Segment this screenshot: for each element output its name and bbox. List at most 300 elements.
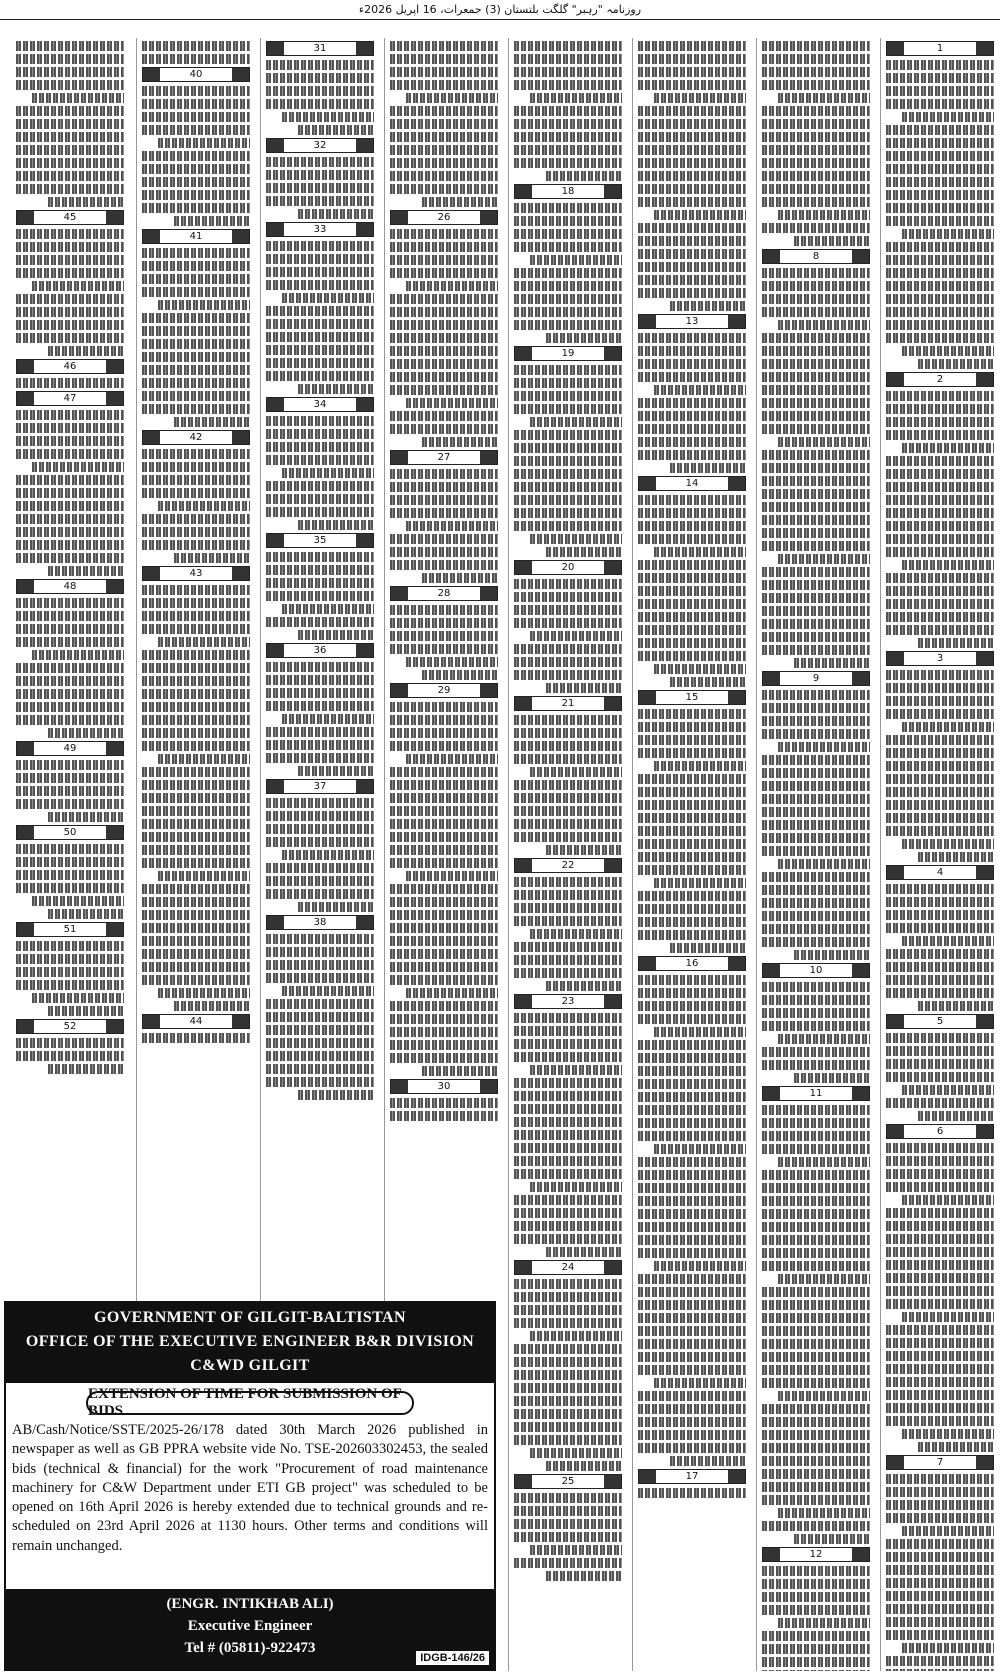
urdu-text-line — [266, 60, 374, 70]
section-number-header — [390, 586, 498, 601]
urdu-text-line — [886, 1338, 994, 1348]
urdu-text-line — [390, 910, 498, 920]
section-number-header — [514, 994, 622, 1009]
urdu-text-line — [142, 462, 250, 472]
urdu-text-line — [778, 742, 870, 752]
urdu-text-line — [886, 417, 994, 427]
urdu-text-line — [266, 345, 374, 355]
urdu-text-line — [514, 968, 622, 978]
urdu-text-line — [514, 1117, 622, 1127]
section-number-header — [16, 825, 124, 840]
urdu-text-line — [886, 988, 994, 998]
urdu-text-line — [142, 767, 250, 777]
section-number-header — [514, 1260, 622, 1275]
urdu-text-line — [778, 1618, 870, 1628]
notice-header — [6, 1303, 494, 1383]
urdu-text-line — [902, 1643, 994, 1653]
section-number-header — [886, 1124, 994, 1139]
urdu-text-line — [886, 612, 994, 622]
urdu-text-line — [638, 852, 746, 862]
urdu-text-line — [530, 1448, 622, 1458]
urdu-text-line — [514, 80, 622, 90]
urdu-text-line — [142, 780, 250, 790]
urdu-text-line — [638, 521, 746, 531]
urdu-text-line — [638, 651, 746, 661]
urdu-text-line — [886, 404, 994, 414]
urdu-text-line — [390, 482, 498, 492]
urdu-text-line — [390, 793, 498, 803]
urdu-text-line — [266, 416, 374, 426]
urdu-text-line — [638, 1404, 746, 1414]
urdu-text-line — [886, 1578, 994, 1588]
urdu-text-line — [16, 145, 124, 155]
urdu-text-line — [902, 443, 994, 453]
urdu-text-line — [530, 1065, 622, 1075]
urdu-text-line — [514, 106, 622, 116]
urdu-text-line — [158, 637, 250, 647]
urdu-text-line — [142, 741, 250, 751]
urdu-text-line — [902, 722, 994, 732]
urdu-text-line — [390, 884, 498, 894]
urdu-text-line — [762, 794, 870, 804]
urdu-text-line — [390, 508, 498, 518]
urdu-text-line — [762, 223, 870, 233]
urdu-text-line — [266, 455, 374, 465]
section-number-header — [638, 314, 746, 329]
urdu-text-line — [390, 806, 498, 816]
urdu-text-line — [886, 625, 994, 635]
urdu-text-line — [390, 106, 498, 116]
urdu-text-line — [16, 158, 124, 168]
urdu-text-line — [638, 735, 746, 745]
urdu-text-line — [762, 645, 870, 655]
urdu-text-line — [762, 281, 870, 291]
urdu-text-line — [918, 359, 994, 369]
section-number-header — [390, 1079, 498, 1094]
urdu-text-line — [16, 255, 124, 265]
government-name: GOVERNMENT OF GILGIT-BALTISTAN — [94, 1309, 406, 1326]
urdu-text-line — [886, 86, 994, 96]
urdu-text-line — [390, 320, 498, 330]
urdu-text-line — [530, 93, 622, 103]
urdu-text-line — [886, 190, 994, 200]
urdu-text-line — [16, 268, 124, 278]
urdu-text-line — [32, 896, 124, 906]
urdu-text-line — [886, 586, 994, 596]
urdu-text-line — [638, 599, 746, 609]
urdu-text-line — [778, 1034, 870, 1044]
urdu-text-line — [886, 1072, 994, 1082]
urdu-text-line — [762, 385, 870, 395]
urdu-text-line — [886, 735, 994, 745]
urdu-text-line — [158, 988, 250, 998]
ad-code: IDGB-146/26 — [415, 1650, 490, 1666]
urdu-text-line — [514, 1169, 622, 1179]
urdu-text-line — [546, 547, 622, 557]
urdu-text-line — [762, 411, 870, 421]
urdu-text-line — [266, 280, 374, 290]
urdu-text-line — [762, 41, 870, 51]
urdu-text-line — [390, 897, 498, 907]
urdu-text-line — [654, 385, 746, 395]
section-number: 25 — [552, 1476, 585, 1487]
urdu-text-line — [638, 904, 746, 914]
urdu-text-line — [762, 1631, 870, 1641]
urdu-text-line — [514, 741, 622, 751]
urdu-text-line — [638, 1014, 746, 1024]
urdu-text-line — [514, 1493, 622, 1503]
urdu-text-line — [16, 967, 124, 977]
urdu-text-line — [142, 676, 250, 686]
urdu-text-line — [902, 229, 994, 239]
urdu-text-line — [158, 871, 250, 881]
urdu-text-line — [16, 786, 124, 796]
urdu-text-line — [514, 294, 622, 304]
urdu-text-line — [142, 326, 250, 336]
urdu-text-line — [266, 675, 374, 685]
urdu-text-line — [638, 1274, 746, 1284]
urdu-text-line — [514, 378, 622, 388]
urdu-text-line — [142, 624, 250, 634]
urdu-text-line — [762, 106, 870, 116]
urdu-text-line — [638, 1417, 746, 1427]
column-4 — [514, 38, 622, 1671]
urdu-text-line — [514, 216, 622, 226]
urdu-text-line — [886, 787, 994, 797]
urdu-text-line — [142, 793, 250, 803]
urdu-text-line — [16, 449, 124, 459]
urdu-text-line — [514, 1221, 622, 1231]
section-number-header — [266, 222, 374, 237]
urdu-text-line — [390, 268, 498, 278]
urdu-text-line — [638, 275, 746, 285]
section-number: 33 — [304, 224, 337, 235]
masthead: روزنامہ "رہبر" گلگت بلتستان (3) جمعرات، 16 اپریل 2026ء — [0, 0, 1000, 20]
urdu-text-line — [638, 67, 746, 77]
urdu-text-line — [638, 1118, 746, 1128]
urdu-text-line — [266, 688, 374, 698]
urdu-text-line — [654, 1027, 746, 1037]
section-number-header — [16, 922, 124, 937]
urdu-text-line — [794, 950, 870, 960]
urdu-text-line — [762, 489, 870, 499]
section-number-header — [390, 210, 498, 225]
urdu-text-line — [514, 1305, 622, 1315]
urdu-text-line — [390, 372, 498, 382]
urdu-text-line — [266, 1064, 374, 1074]
urdu-text-line — [514, 320, 622, 330]
urdu-text-line — [514, 132, 622, 142]
urdu-text-line — [902, 1085, 994, 1095]
urdu-text-line — [514, 229, 622, 239]
urdu-text-line — [886, 495, 994, 505]
urdu-text-line — [266, 662, 374, 672]
urdu-text-line — [298, 630, 374, 640]
urdu-text-line — [530, 1331, 622, 1341]
section-number-header — [886, 651, 994, 666]
section-number-header — [514, 560, 622, 575]
urdu-text-line — [390, 936, 498, 946]
urdu-text-line — [762, 1456, 870, 1466]
urdu-text-line — [762, 1008, 870, 1018]
urdu-text-line — [142, 203, 250, 213]
urdu-text-line — [638, 1209, 746, 1219]
notice-title: EXTENSION OF TIME FOR SUBMISSION OF BIDS — [86, 1391, 414, 1415]
urdu-text-line — [638, 1092, 746, 1102]
section-number-header — [886, 865, 994, 880]
urdu-text-line — [16, 702, 124, 712]
division-name: C&WD GILGIT — [190, 1357, 310, 1374]
urdu-text-line — [654, 1378, 746, 1388]
urdu-text-line — [390, 80, 498, 90]
urdu-text-line — [298, 902, 374, 912]
urdu-text-line — [16, 378, 124, 388]
urdu-text-line — [886, 482, 994, 492]
urdu-text-line — [638, 145, 746, 155]
urdu-text-line — [886, 910, 994, 920]
urdu-text-line — [886, 281, 994, 291]
urdu-text-line — [142, 897, 250, 907]
office-name: OFFICE OF THE EXECUTIVE ENGINEER B&R DIVISION — [25, 1333, 475, 1350]
office-telephone: Tel # (05811)-922473 — [184, 1640, 316, 1656]
urdu-text-line — [142, 86, 250, 96]
urdu-text-line — [282, 986, 374, 996]
urdu-text-line — [142, 261, 250, 271]
urdu-text-line — [886, 1364, 994, 1374]
urdu-text-line — [638, 1157, 746, 1167]
section-number: 2 — [927, 374, 953, 385]
urdu-text-line — [638, 722, 746, 732]
urdu-text-line — [762, 346, 870, 356]
urdu-text-line — [886, 1273, 994, 1283]
urdu-text-line — [638, 80, 746, 90]
section-number-header — [886, 372, 994, 387]
urdu-text-line — [530, 534, 622, 544]
urdu-text-line — [174, 553, 250, 563]
urdu-text-line — [762, 158, 870, 168]
urdu-text-line — [762, 768, 870, 778]
urdu-text-line — [886, 547, 994, 557]
urdu-text-line — [390, 1098, 498, 1108]
section-number: 4 — [927, 867, 953, 878]
urdu-text-line — [902, 560, 994, 570]
urdu-text-line — [16, 41, 124, 51]
urdu-text-line — [390, 41, 498, 51]
urdu-text-line — [266, 727, 374, 737]
urdu-text-line — [514, 1208, 622, 1218]
urdu-text-line — [266, 565, 374, 575]
urdu-text-line — [266, 798, 374, 808]
urdu-text-line — [886, 242, 994, 252]
urdu-text-line — [762, 171, 870, 181]
section-number-header — [266, 41, 374, 56]
urdu-text-line — [918, 1442, 994, 1452]
urdu-text-line — [16, 689, 124, 699]
urdu-text-line — [390, 949, 498, 959]
urdu-text-line — [514, 1091, 622, 1101]
urdu-text-line — [886, 1182, 994, 1192]
urdu-text-line — [514, 482, 622, 492]
section-number-header — [266, 643, 374, 658]
urdu-text-line — [422, 573, 498, 583]
urdu-text-line — [762, 1482, 870, 1492]
urdu-text-line — [514, 1383, 622, 1393]
urdu-text-line — [514, 728, 622, 738]
urdu-text-line — [762, 541, 870, 551]
section-number: 40 — [180, 69, 213, 80]
urdu-text-line — [32, 281, 124, 291]
urdu-text-line — [886, 1416, 994, 1426]
urdu-text-line — [266, 332, 374, 342]
urdu-text-line — [762, 937, 870, 947]
section-number-header — [762, 1547, 870, 1562]
urdu-text-line — [390, 728, 498, 738]
urdu-text-line — [266, 73, 374, 83]
urdu-text-line — [142, 112, 250, 122]
urdu-text-line — [886, 1669, 994, 1671]
urdu-text-line — [762, 184, 870, 194]
section-number: 30 — [428, 1081, 461, 1092]
urdu-text-line — [406, 988, 498, 998]
urdu-text-line — [762, 1339, 870, 1349]
urdu-text-line — [390, 495, 498, 505]
urdu-text-line — [886, 294, 994, 304]
urdu-text-line — [654, 761, 746, 771]
urdu-text-line — [546, 845, 622, 855]
urdu-text-line — [16, 307, 124, 317]
urdu-text-line — [282, 604, 374, 614]
urdu-text-line — [638, 612, 746, 622]
urdu-text-line — [530, 1182, 622, 1192]
urdu-text-line — [142, 845, 250, 855]
urdu-text-line — [886, 1377, 994, 1387]
urdu-text-line — [16, 676, 124, 686]
section-number-header — [390, 683, 498, 698]
section-number-header — [16, 391, 124, 406]
urdu-text-line — [886, 1247, 994, 1257]
urdu-text-line — [886, 255, 994, 265]
section-number: 36 — [304, 645, 337, 656]
urdu-text-line — [902, 1195, 994, 1205]
urdu-text-line — [886, 826, 994, 836]
urdu-text-line — [266, 701, 374, 711]
urdu-text-line — [16, 715, 124, 725]
urdu-text-line — [266, 267, 374, 277]
column-divider — [632, 38, 633, 1671]
urdu-text-line — [638, 1105, 746, 1115]
urdu-text-line — [886, 73, 994, 83]
urdu-text-line — [638, 262, 746, 272]
urdu-text-line — [886, 216, 994, 226]
urdu-text-line — [390, 1014, 498, 1024]
urdu-text-line — [142, 339, 250, 349]
urdu-text-line — [142, 858, 250, 868]
urdu-text-line — [298, 384, 374, 394]
section-number-header — [142, 229, 250, 244]
section-number: 28 — [428, 588, 461, 599]
urdu-text-line — [390, 307, 498, 317]
urdu-text-line — [886, 164, 994, 174]
urdu-text-line — [390, 741, 498, 751]
urdu-text-line — [886, 1221, 994, 1231]
urdu-text-line — [406, 871, 498, 881]
urdu-text-line — [142, 99, 250, 109]
section-number: 19 — [552, 348, 585, 359]
urdu-text-line — [514, 819, 622, 829]
urdu-text-line — [670, 677, 746, 687]
urdu-text-line — [514, 1344, 622, 1354]
urdu-text-line — [514, 916, 622, 926]
urdu-text-line — [762, 1605, 870, 1615]
urdu-text-line — [778, 210, 870, 220]
urdu-text-line — [266, 552, 374, 562]
urdu-text-line — [638, 1443, 746, 1453]
urdu-text-line — [514, 54, 622, 64]
urdu-text-line — [142, 177, 250, 187]
urdu-text-line — [762, 982, 870, 992]
column-1 — [886, 38, 994, 1671]
urdu-text-line — [142, 313, 250, 323]
urdu-text-line — [886, 897, 994, 907]
urdu-text-line — [638, 638, 746, 648]
section-number-header — [514, 696, 622, 711]
urdu-text-line — [638, 1196, 746, 1206]
urdu-text-line — [16, 475, 124, 485]
urdu-text-line — [142, 975, 250, 985]
urdu-text-line — [16, 611, 124, 621]
urdu-text-line — [886, 1552, 994, 1562]
urdu-text-line — [514, 268, 622, 278]
urdu-text-line — [546, 683, 622, 693]
urdu-text-line — [142, 650, 250, 660]
urdu-text-line — [638, 930, 746, 940]
section-number-header — [142, 430, 250, 445]
urdu-text-line — [48, 909, 124, 919]
urdu-text-line — [514, 281, 622, 291]
urdu-text-line — [514, 1052, 622, 1062]
urdu-text-line — [514, 1234, 622, 1244]
urdu-text-line — [266, 811, 374, 821]
urdu-text-line — [16, 624, 124, 634]
urdu-text-line — [16, 488, 124, 498]
column-3 — [638, 38, 746, 1671]
section-number: 44 — [180, 1016, 213, 1027]
urdu-text-line — [266, 960, 374, 970]
urdu-text-line — [638, 1222, 746, 1232]
urdu-text-line — [762, 1300, 870, 1310]
urdu-text-line — [762, 1235, 870, 1245]
section-number: 3 — [927, 653, 953, 664]
urdu-text-line — [762, 80, 870, 90]
urdu-text-line — [514, 1143, 622, 1153]
urdu-text-line — [390, 1053, 498, 1063]
urdu-text-line — [794, 658, 870, 668]
urdu-text-line — [390, 294, 498, 304]
urdu-text-line — [886, 962, 994, 972]
urdu-text-line — [514, 1370, 622, 1380]
urdu-text-line — [638, 424, 746, 434]
urdu-text-line — [422, 1066, 498, 1076]
urdu-text-line — [514, 1195, 622, 1205]
urdu-text-line — [886, 975, 994, 985]
urdu-text-line — [16, 883, 124, 893]
urdu-text-line — [638, 1300, 746, 1310]
urdu-text-line — [390, 702, 498, 712]
urdu-text-line — [638, 197, 746, 207]
urdu-text-line — [158, 754, 250, 764]
section-number: 23 — [552, 996, 585, 1007]
urdu-text-line — [762, 1118, 870, 1128]
